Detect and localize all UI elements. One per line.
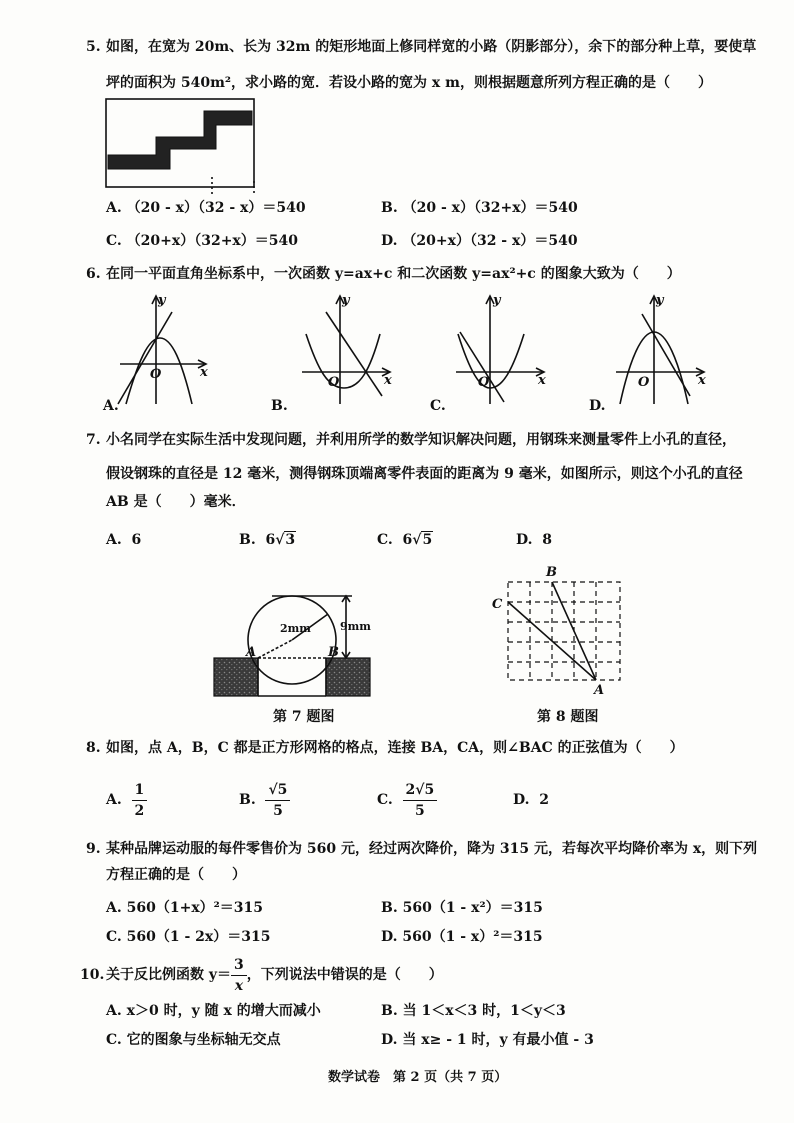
q7b-radicand: 3: [285, 532, 296, 548]
q8-grid-border: [508, 582, 620, 680]
q7c-radicand: 5: [422, 532, 433, 548]
q9-option-d[interactable]: D. 560（1 - x）²＝315: [381, 929, 543, 945]
q7-label-height: 9mm: [340, 620, 371, 633]
q8-number: 8.: [86, 740, 101, 756]
q6d-axis-x: x: [698, 373, 706, 388]
q10-stem: 关于反比例函数 y＝ $\frac{3}{x}$ ，下列说法中错误的是（ ）: [106, 956, 443, 994]
q6a-axis-y: y: [158, 293, 166, 308]
q7-number: 7.: [86, 432, 101, 448]
q6a-axis-x: x: [200, 365, 208, 380]
q6-stem-line1: 在同一平面直角坐标系中，一次函数 y=ax+c 和二次函数 y=ax²+c 的图象大致为（ ）: [106, 266, 681, 282]
q9-stem-line1: 某种品牌运动服的每件零售价为 560 元，经过两次降价，降为 315 元，若每次平均降价率为 x，则下列: [106, 841, 758, 857]
q6-option-c[interactable]: C.: [430, 398, 446, 414]
q6-graph-c: [450, 292, 550, 412]
q5-option-c[interactable]: C. （20+x）（32+x）＝540: [106, 233, 298, 249]
q7-stem-line2: 假设钢珠的直径是 12 毫米，测得钢珠顶端离零件表面的距离为 9 毫米，如图所示，则这个小孔的直径: [106, 466, 743, 482]
q5-path-shading: [108, 111, 252, 169]
q8-label-b: B: [546, 565, 557, 580]
q7-block-right: [326, 658, 370, 696]
q5-stem-line2: 坪的面积为 540m²，求小路的宽．若设小路的宽为 x m，则根据题意所列方程正确的是（ ）: [106, 75, 712, 91]
q6c-axis-y: y: [493, 293, 501, 308]
q8-stem-line1: 如图，点 A，B，C 都是正方形网格的格点，连接 BA，CA，则∠BAC 的正弦值为（ ）: [106, 740, 684, 756]
q5-option-d[interactable]: D. （20+x）（32 - x）＝540: [381, 233, 578, 249]
q5-option-a[interactable]: A. （20 - x）（32 - x）＝540: [106, 200, 306, 216]
q6b-parabola: [306, 334, 380, 388]
q7-option-c[interactable]: C. 6√5: [377, 532, 433, 548]
q8b-fraction: $\frac{√5}{5}$: [265, 780, 290, 821]
q7-label-a: A: [246, 645, 257, 660]
q9-number: 9.: [86, 841, 101, 857]
q8-option-c[interactable]: C. $\frac{2√5}{5}$: [377, 778, 437, 822]
q5-number: 5.: [86, 39, 101, 55]
q8-option-a[interactable]: A. $\frac{1}{2}$: [106, 778, 147, 822]
q8-figure-caption: 第 8 题图: [537, 709, 599, 725]
q7-option-d[interactable]: D. 8: [516, 532, 553, 548]
q8c-fraction: $\frac{2√5}{5}$: [403, 780, 438, 821]
q10-option-d[interactable]: D. 当 x≥ - 1 时，y 有最小值 - 3: [381, 1032, 594, 1048]
q8-label-a: A: [594, 683, 605, 698]
q7-stem-line1: 小名同学在实际生活中发现问题，并利用所学的数学知识解决问题，用钢珠来测量零件上小孔的直径，: [106, 432, 736, 448]
q8a-fraction: $\frac{1}{2}$: [132, 780, 148, 821]
q6c-axis-x: x: [538, 373, 546, 388]
q7-block-left: [214, 658, 258, 696]
q8-option-d[interactable]: D. 2: [513, 792, 550, 808]
q8-figure: [488, 562, 628, 696]
q6-option-a[interactable]: A.: [103, 398, 119, 414]
q6d-axis-y: y: [656, 293, 664, 308]
q6a-line: [118, 312, 172, 404]
q10-number: 10.: [80, 967, 105, 983]
q6b-axis-y: y: [342, 293, 350, 308]
q6-graph-b: [296, 292, 396, 412]
q6-graph-d: [610, 292, 710, 412]
q10-fraction: $\frac{3}{x}$: [231, 955, 247, 996]
q6a-origin: O: [150, 367, 162, 382]
q7-figure-caption: 第 7 题图: [273, 709, 335, 725]
q6-number: 6.: [86, 266, 101, 282]
q8-label-c: C: [492, 597, 503, 612]
q7-option-a[interactable]: A. 6: [106, 532, 142, 548]
q6b-axis-x: x: [384, 373, 392, 388]
page-footer: 数学试卷 第 2 页（共 7 页）: [328, 1070, 508, 1085]
q9-option-b[interactable]: B. 560（1 - x²）＝315: [381, 900, 543, 916]
q5-path-figure: [104, 97, 264, 197]
q8-option-b[interactable]: B. $\frac{√5}{5}$: [239, 778, 290, 822]
q9-option-c[interactable]: C. 560（1 - 2x）＝315: [106, 929, 271, 945]
q9-stem-line2: 方程正确的是（ ）: [106, 867, 246, 883]
q5-option-b[interactable]: B. （20 - x）（32+x）＝540: [381, 200, 578, 216]
q7-option-b[interactable]: B. 6√3: [239, 532, 296, 548]
q7-label-radius: 2mm: [280, 622, 311, 635]
q10-option-b[interactable]: B. 当 1＜x＜3 时，1＜y＜3: [381, 1003, 566, 1019]
q6c-origin: O: [478, 375, 490, 390]
q6-graph-a: [112, 292, 212, 412]
q6b-origin: O: [328, 375, 340, 390]
q6-option-d[interactable]: D.: [589, 398, 606, 414]
q10-option-c[interactable]: C. 它的图象与坐标轴无交点: [106, 1032, 281, 1048]
q7-figure: [208, 586, 378, 706]
q7-stem-line3: AB 是（ ）毫米．: [106, 494, 246, 510]
q5-stem-line1: 如图，在宽为 20m、长为 32m 的矩形地面上修同样宽的小路（阴影部分），余下的部分种上草，要使草: [106, 39, 757, 55]
q6c-line: [460, 332, 504, 402]
q7-label-b: B: [328, 645, 339, 660]
q6d-origin: O: [638, 375, 650, 390]
q10-option-a[interactable]: A. x＞0 时，y 随 x 的增大而减小: [106, 1003, 321, 1019]
q9-option-a[interactable]: A. 560（1+x）²＝315: [106, 900, 264, 916]
q6-option-b[interactable]: B.: [271, 398, 288, 414]
